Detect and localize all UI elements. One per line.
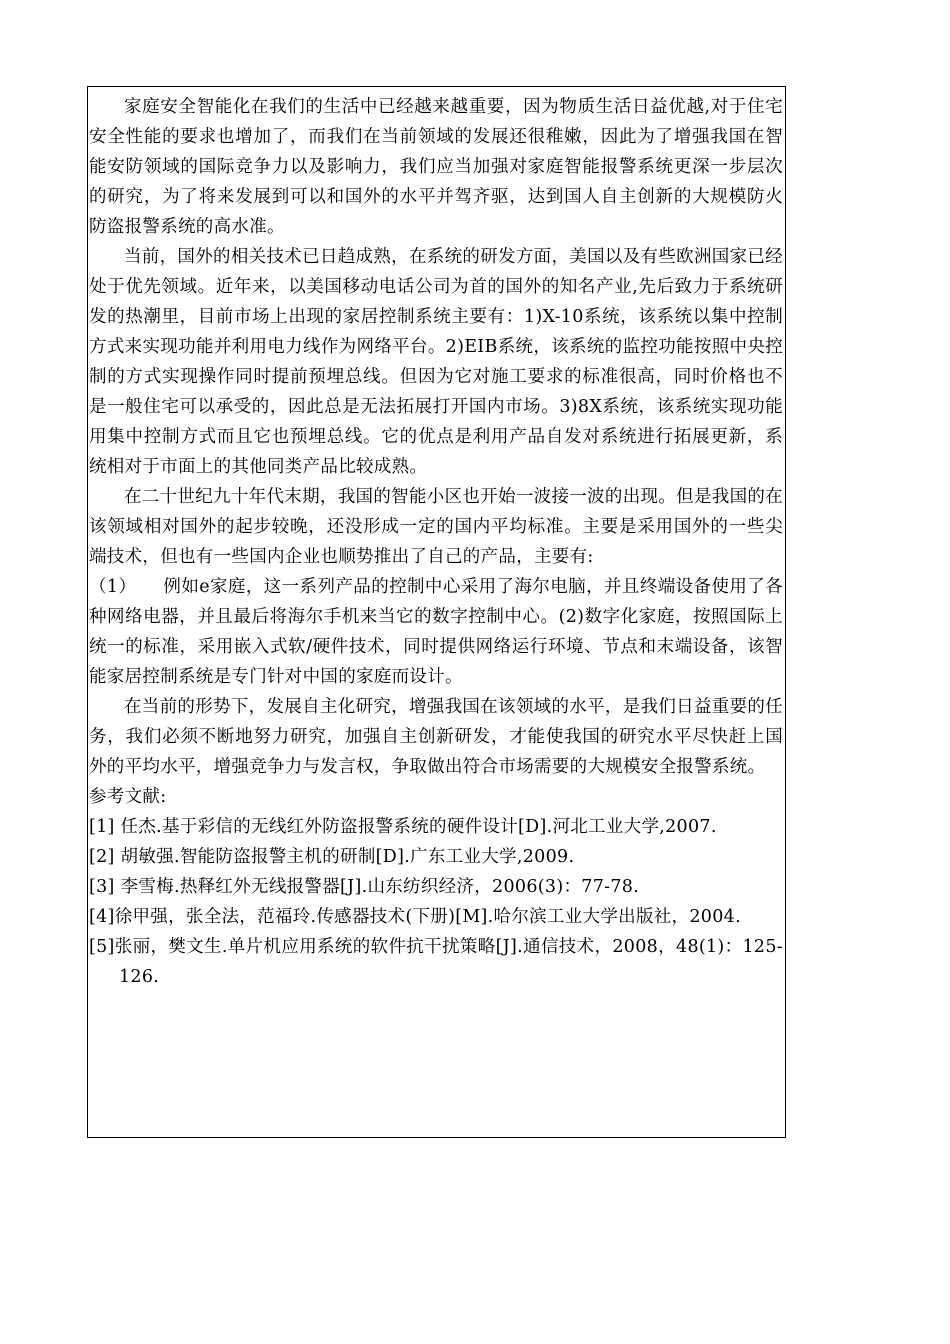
reference-item: [3] 李雪梅.热释红外无线报警器[J].山东纺织经济，2006(3)：77-78. (89, 877, 640, 897)
reference-item: [5]张丽，樊文生.单片机应用系统的软件抗干扰策略[J].通信技术，2008，48(1)：125-126. (89, 937, 783, 987)
reference-item: [1] 任杰.基于彩信的无线红外防盗报警系统的硬件设计[D].河北工业大学,2007. (89, 817, 717, 837)
paragraph-products: （1） 例如e家庭，这一系列产品的控制中心采用了海尔电脑，并且终端设备使用了各种网络电器，并且最后将海尔手机来当它的数字控制中心。(2)数字化家庭，按照国际上统一的标准，采用嵌入式软/硬件技术，同时提供网络运行环境、节点和末端设备，该智能家居控制系统是专门针对中国的家庭而设计。 (89, 577, 783, 687)
paragraph-domestic-status: 在二十世纪九十年代末期，我国的智能小区也开始一波接一波的出现。但是我国的在该领域相对国外的起步较晚，还没形成一定的国内平均标准。主要是采用国外的一些尖端技术，但也有一些国内企业也顺势推出了自己的产品，主要有: (89, 487, 783, 567)
paragraph-conclusion: 在当前的形势下，发展自主化研究，增强我国在该领域的水平，是我们日益重要的任务，我们必须不断地努力研究，加强自主创新研发，才能使我国的研究水平尽快赶上国外的平均水平，增强竞争力与发言权，争取做出符合市场需要的大规模安全报警系统。 (89, 697, 783, 777)
references-heading: 参考文献: (89, 787, 167, 807)
reference-item: [4]徐甲强，张全法，范福玲.传感器技术(下册)[M].哈尔滨工业大学出版社，2004. (89, 907, 741, 927)
paragraph-foreign-status: 当前，国外的相关技术已日趋成熟，在系统的研发方面，美国以及有些欧洲国家已经处于优先领域。近年来，以美国移动电话公司为首的国外的知名产业,先后致力于系统研发的热潮里，目前市场上出现的家居控制系统主要有：1)X-10系统，该系统以集中控制方式来实现功能并利用电力线作为网络平台。2)EIB系统，该系统的监控功能按照中央控制的方式实现操作同时提前预埋总线。但因为它对施工要求的标准很高，同时价格也不是一般住宅可以承受的，因此总是无法拓展打开国内市场。3)8X系统，该系统实现功能用集中控制方式而且它也预埋总线。它的优点是利用产品自发对系统进行拓展更新，系统相对于市面上的其他同类产品比较成熟。 (89, 247, 783, 477)
paragraph-intro: 家庭安全智能化在我们的生活中已经越来越重要，因为物质生活日益优越,对于住宅安全性能的要求也增加了，而我们在当前领域的发展还很稚嫩，因此为了增强我国在智能安防领域的国际竞争力以及影响力，我们应当加强对家庭智能报警系统更深一步层次的研究，为了将来发展到可以和国外的水平并驾齐驱，达到国人自主创新的大规模防火防盗报警系统的高水准。 (89, 97, 783, 237)
document-body (89, 92, 783, 992)
reference-item: [2] 胡敏强.智能防盗报警主机的研制[D].广东工业大学,2009. (89, 847, 575, 867)
